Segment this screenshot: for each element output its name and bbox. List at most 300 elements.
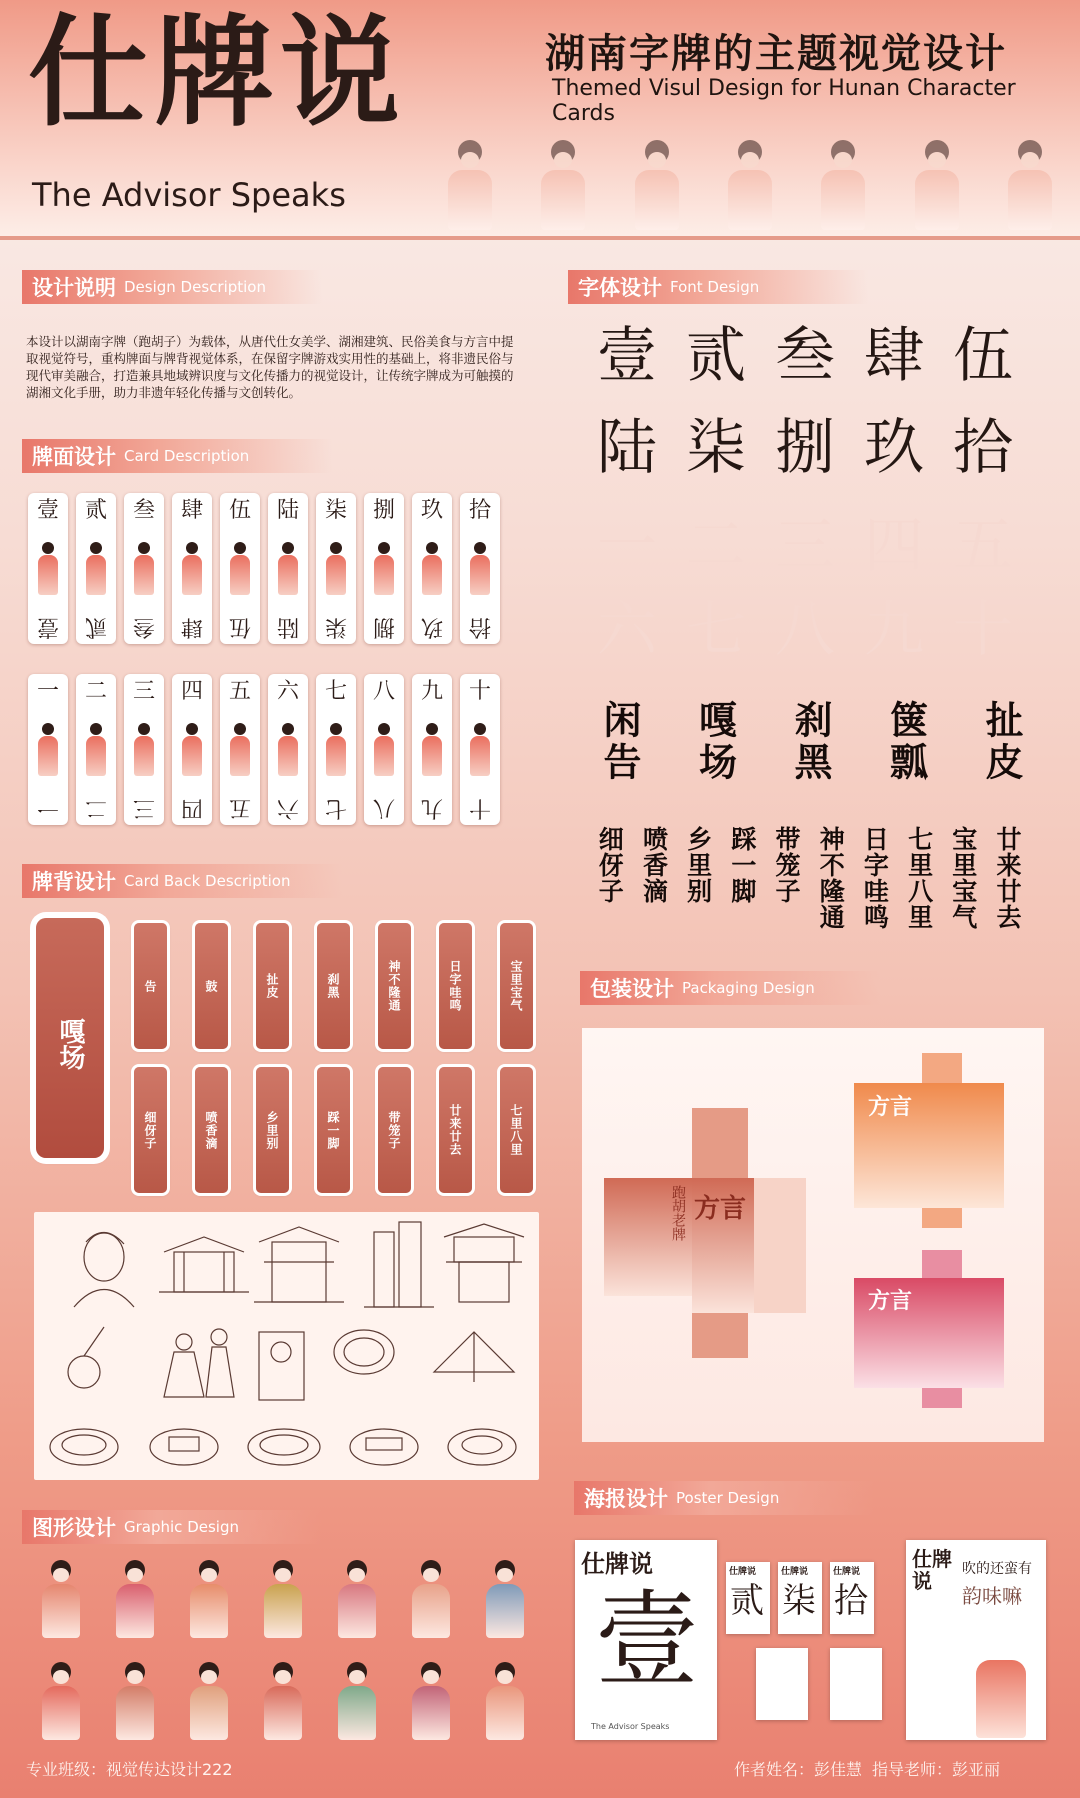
maiden-figure (324, 723, 348, 777)
card-glyph-bottom: 陆 (276, 614, 299, 639)
figure-face (201, 1568, 217, 1582)
card-glyph-bottom: 玖 (420, 614, 443, 639)
figure-face (349, 1568, 365, 1582)
maiden-figure (468, 723, 492, 777)
maiden-figure (132, 723, 156, 777)
character-card (28, 674, 68, 825)
font-glyph: 七 (686, 595, 746, 665)
figure-head (282, 723, 294, 735)
dialect-word-row-2 (596, 826, 1020, 930)
header-divider (0, 236, 1080, 240)
line-art-illustrations (34, 1212, 539, 1480)
figure-robe (412, 1584, 450, 1638)
figure-face (201, 1670, 217, 1684)
card-glyph-top: 一 (36, 679, 59, 704)
figure-head (234, 723, 246, 735)
card-glyph-bottom: 柒 (324, 614, 347, 639)
card-back (317, 923, 350, 1049)
box-title-large: 方言 (694, 1194, 747, 1224)
maiden-figure (36, 723, 60, 777)
character-card (28, 493, 68, 644)
poster-right-logo: 仕牌说 (912, 1547, 952, 1593)
figure-head (90, 723, 102, 735)
poster-small-row (726, 1562, 874, 1634)
character-card (172, 493, 212, 644)
card-glyph-top: 柒 (324, 498, 347, 523)
graphic-figure-row-1 (36, 1558, 530, 1640)
poster-right-line1: 吹的还蛮有 (962, 1561, 1032, 1577)
poster-small (778, 1562, 822, 1634)
character-card (364, 493, 404, 644)
figure-robe (182, 736, 202, 776)
maiden-figure (132, 542, 156, 596)
figure-head (378, 723, 390, 735)
font-row-formal-2 (585, 413, 1025, 483)
maiden-figure (324, 542, 348, 596)
card-glyph-top: 贰 (84, 498, 107, 523)
door-god-sketch (259, 1332, 304, 1400)
card-glyph-bottom: 三 (132, 795, 155, 820)
figure-head (330, 542, 342, 554)
bowl-sketch (334, 1330, 394, 1374)
card-glyph-bottom: 五 (228, 795, 251, 820)
poster-small-logo: 仕牌说 (729, 1567, 757, 1577)
section-title-en: Card Description (124, 447, 250, 465)
figure-robe (374, 555, 394, 595)
card-back (378, 923, 411, 1049)
card-back-text: 廿来廿去 (448, 1104, 462, 1156)
maiden-figure (84, 542, 108, 596)
card-glyph-top: 四 (180, 679, 203, 704)
figure-robe (486, 1584, 524, 1638)
poster-right (906, 1540, 1046, 1740)
card-row-upper (28, 493, 500, 644)
poster-large (575, 1540, 717, 1740)
dialect-word: 踩一脚 (727, 826, 757, 904)
dialect-word: 扯皮 (979, 700, 1023, 784)
figure-robe (116, 1584, 154, 1638)
figure-robe (42, 1584, 80, 1638)
card-back-text: 踩一脚 (326, 1110, 340, 1150)
figure-robe (486, 1686, 524, 1740)
character-card (220, 674, 260, 825)
footer-teacher: 指导老师：彭亚丽 (872, 1760, 1001, 1779)
figure-face (275, 1568, 291, 1582)
figure-head (138, 542, 150, 554)
skyscraper-sketch (364, 1222, 434, 1307)
maiden-figure (720, 132, 780, 232)
figure-face (53, 1568, 69, 1582)
card-back (500, 923, 533, 1049)
maiden-figure (36, 542, 60, 596)
dialect-word: 神不隆通 (816, 826, 846, 930)
character-card (460, 674, 500, 825)
font-glyph: 肆 (864, 321, 924, 391)
line-art-panel (34, 1212, 539, 1480)
section-title-en: Graphic Design (124, 1518, 239, 1536)
card-glyph-bottom: 四 (180, 795, 203, 820)
figure-robe (470, 555, 490, 595)
tower-sketch (254, 1227, 344, 1302)
figure-head (426, 723, 438, 735)
card-glyph-top: 陆 (276, 498, 299, 523)
maiden-figure (36, 1558, 86, 1640)
description-paragraph: 本设计以湖南字牌（跑胡子）为载体，从唐代仕女美学、湖湘建筑、民俗美食与方言中提取视觉符号，重构牌面与牌背视觉体系，在保留字牌游戏实用性的基础上，将非遗民俗与现代审美融合，打造兼具地域辨识度与文化传播力的视觉设计，让传统字牌成为可触摸的湖湘文化手册，助力非遗年轻化传播与文创转化。 (26, 334, 514, 400)
card-glyph-bottom: 十 (468, 795, 491, 820)
dialect-word: 日字哇鸣 (860, 826, 890, 930)
card-back-text: 告 (143, 979, 157, 993)
section-title: 字体设计 (578, 276, 662, 300)
maiden-figure (228, 723, 252, 777)
box-title-orange: 方言 (868, 1095, 913, 1120)
maiden-figure (372, 542, 396, 596)
maiden-figure (184, 1558, 234, 1640)
card-glyph-top: 肆 (180, 498, 203, 523)
maiden-figure (406, 1660, 456, 1742)
font-glyph: 陆 (597, 413, 657, 483)
logo-subtitle: The Advisor Speaks (32, 176, 346, 214)
maiden-figure (258, 1660, 308, 1742)
dialect-word: 七里八里 (904, 826, 934, 930)
card-back (256, 923, 289, 1049)
maiden-figure (110, 1660, 160, 1742)
figure-head (426, 542, 438, 554)
dialect-word: 廿来廿去 (992, 826, 1022, 930)
poster-card-a (756, 1648, 808, 1720)
figure-head (42, 542, 54, 554)
figure-robe (134, 736, 154, 776)
figure-face (497, 1568, 513, 1582)
section-title-en: Packaging Design (682, 979, 815, 997)
card-glyph-bottom: 二 (84, 795, 107, 820)
maiden-figure (813, 132, 873, 232)
figure-robe (412, 1686, 450, 1740)
card-glyph-top: 玖 (420, 498, 443, 523)
font-glyph: 八 (775, 595, 835, 665)
card-glyph-top: 拾 (468, 498, 491, 523)
header-figures (440, 112, 1060, 232)
card-glyph-top: 叁 (132, 498, 155, 523)
maiden-figure (420, 723, 444, 777)
card-glyph-bottom: 捌 (372, 614, 395, 639)
character-card (316, 674, 356, 825)
maiden-figure (907, 132, 967, 232)
figure-face (127, 1568, 143, 1582)
box-unfolded-large (604, 1108, 806, 1358)
figure-robe (422, 736, 442, 776)
figure-face (423, 1568, 439, 1582)
font-glyph: 六 (597, 595, 657, 665)
card-back-row-2 (134, 1067, 533, 1193)
card-back-text: 细伢子 (143, 1110, 157, 1150)
card-back (378, 1067, 411, 1193)
card-glyph-top: 二 (84, 679, 107, 704)
figure-robe (326, 736, 346, 776)
card-glyph-top: 八 (372, 679, 395, 704)
figure-robe (230, 555, 250, 595)
dialect-word: 刹黑 (788, 700, 832, 784)
section-title: 图形设计 (32, 1516, 116, 1540)
maiden-figure (468, 542, 492, 596)
section-header-poster (574, 1481, 874, 1515)
character-card (76, 674, 116, 825)
font-glyph: 伍 (953, 321, 1013, 391)
card-row-lower (28, 674, 500, 825)
figure-robe (190, 1686, 228, 1740)
card-back-text: 扯皮 (265, 973, 279, 999)
section-title-en: Design Description (124, 278, 266, 296)
font-glyph: 柒 (686, 413, 746, 483)
maiden-figure (420, 542, 444, 596)
maiden-figure (180, 723, 204, 777)
maiden-figure (84, 723, 108, 777)
dialect-word: 箧瓢 (883, 700, 928, 784)
font-glyph: 四 (864, 511, 924, 581)
graphic-figure-row-2 (36, 1660, 530, 1742)
figure-robe (338, 1584, 376, 1638)
figure-head (282, 542, 294, 554)
card-glyph-top: 伍 (228, 498, 251, 523)
card-back-featured-text: 嘎场 (55, 1018, 85, 1070)
card-back (134, 923, 167, 1049)
section-title-en: Poster Design (676, 1489, 780, 1507)
box-title-pink: 方言 (868, 1289, 913, 1314)
maiden-figure (258, 1558, 308, 1640)
figure-face (53, 1670, 69, 1684)
card-back-text: 鼓 (204, 979, 218, 993)
section-title: 包装设计 (590, 977, 674, 1001)
poster-small-glyph: 贰 (730, 1581, 764, 1621)
character-card (412, 493, 452, 644)
font-glyph: 五 (953, 511, 1013, 581)
fan-sketch (434, 1332, 514, 1382)
logo-title: 仕牌说 (28, 4, 406, 143)
section-title-en: Font Design (670, 278, 760, 296)
font-glyph: 三 (775, 511, 835, 581)
font-glyph: 九 (864, 595, 924, 665)
maiden-figure (276, 542, 300, 596)
card-glyph-top: 六 (276, 679, 299, 704)
dancers-sketch (164, 1329, 234, 1397)
figure-head (186, 723, 198, 735)
temple-sketch (444, 1224, 524, 1302)
figure-head (42, 723, 54, 735)
card-back-text: 神不隆通 (387, 960, 401, 1012)
figure-robe (264, 1686, 302, 1740)
figure-face (127, 1670, 143, 1684)
card-back-text: 喷香滴 (204, 1110, 218, 1150)
maiden-figure (406, 1558, 456, 1640)
font-glyph: 贰 (686, 321, 746, 391)
box-subtitle-large: 跑胡老牌 (670, 1185, 686, 1241)
card-back (256, 1067, 289, 1193)
font-row-simple-2 (585, 595, 1025, 665)
figure-head (138, 723, 150, 735)
dialect-word-row-1 (597, 700, 1023, 784)
figure-robe (116, 1686, 154, 1740)
card-back (195, 923, 228, 1049)
box-orange (854, 1053, 1004, 1228)
character-card (76, 493, 116, 644)
instrument-sketch (68, 1327, 104, 1388)
maiden-figure (627, 132, 687, 232)
card-back-featured (36, 918, 104, 1158)
font-glyph: 十 (953, 595, 1013, 665)
dish-sketch (50, 1429, 118, 1465)
footer-class: 专业班级：视觉传达设计222 (26, 1760, 233, 1779)
figure-head (186, 542, 198, 554)
poster-logo: 仕牌说 (581, 1550, 653, 1578)
poster-en: The Advisor Speaks (591, 1722, 670, 1731)
figure-robe (134, 555, 154, 595)
dish-sketch (350, 1429, 418, 1465)
maiden-figure (110, 1558, 160, 1640)
card-back (134, 1067, 167, 1193)
font-row-formal-1 (585, 321, 1025, 391)
dialect-word: 嘎场 (692, 700, 737, 784)
maiden-figure (228, 542, 252, 596)
figure-robe (190, 1584, 228, 1638)
figure-face (497, 1670, 513, 1684)
figure-robe (278, 736, 298, 776)
footer-author: 作者姓名：彭佳慧 (734, 1760, 863, 1779)
maiden-figure (480, 1558, 530, 1640)
maiden-figure (276, 723, 300, 777)
figure-face (349, 1670, 365, 1684)
dialect-word: 喷香滴 (639, 826, 669, 904)
card-back-text: 七里八里 (509, 1104, 523, 1156)
dialect-word: 细伢子 (595, 826, 625, 904)
card-glyph-bottom: 伍 (228, 614, 251, 639)
card-glyph-top: 十 (468, 679, 491, 704)
packaging-panel (582, 1028, 1044, 1442)
font-glyph: 玖 (864, 413, 924, 483)
maiden-figure (480, 1660, 530, 1742)
card-glyph-bottom: 叁 (132, 614, 155, 639)
character-card (124, 493, 164, 644)
card-back (195, 1067, 228, 1193)
dialect-word: 乡里别 (683, 826, 713, 904)
poster-small-glyph: 拾 (834, 1581, 868, 1621)
poster-small-logo: 仕牌说 (833, 1567, 861, 1577)
dialect-word: 宝里宝气 (948, 826, 978, 930)
card-back-text: 刹黑 (326, 973, 340, 999)
figure-head (90, 542, 102, 554)
card-glyph-top: 三 (132, 679, 155, 704)
section-header-font (568, 270, 868, 304)
figure-robe (86, 555, 106, 595)
dish-sketch (448, 1429, 516, 1465)
page-title: 湖南字牌的主题视觉设计 (545, 31, 1007, 77)
character-card (316, 493, 356, 644)
section-header-packaging (580, 971, 880, 1005)
card-back-row-1 (134, 923, 533, 1049)
card-back-text: 宝里宝气 (509, 960, 523, 1012)
figure-robe (182, 555, 202, 595)
maiden-figure (36, 1660, 86, 1742)
character-card (268, 674, 308, 825)
poster-small-glyph: 柒 (782, 1581, 816, 1621)
box-pink (854, 1250, 1004, 1408)
card-glyph-bottom: 六 (276, 795, 299, 820)
card-back (439, 1067, 472, 1193)
character-card (412, 674, 452, 825)
maiden-figure (332, 1660, 382, 1742)
poster-small (726, 1562, 770, 1634)
character-card (172, 674, 212, 825)
character-card (124, 674, 164, 825)
maiden-figure (184, 1660, 234, 1742)
character-card (268, 493, 308, 644)
maiden-figure (976, 1660, 1026, 1738)
card-glyph-top: 壹 (36, 498, 59, 523)
font-glyph: 一 (597, 511, 657, 581)
figure-robe (374, 736, 394, 776)
font-glyph: 叁 (775, 321, 835, 391)
figure-head (474, 542, 486, 554)
maiden-figure (1000, 132, 1060, 232)
dialect-word: 带笼子 (772, 826, 801, 904)
figure-robe (86, 736, 106, 776)
card-back (439, 923, 472, 1049)
figure-face (275, 1670, 291, 1684)
figure-robe (42, 1686, 80, 1740)
figure-head (234, 542, 246, 554)
card-glyph-bottom: 壹 (36, 614, 59, 639)
card-glyph-bottom: 贰 (84, 614, 107, 639)
card-glyph-bottom: 一 (36, 795, 59, 820)
figure-head (474, 723, 486, 735)
packaging-dielines (582, 1028, 1044, 1442)
font-row-simple-1 (585, 511, 1025, 581)
maiden-figure (332, 1558, 382, 1640)
font-glyph: 二 (686, 511, 746, 581)
dish-sketch (248, 1429, 320, 1465)
figure-robe (470, 736, 490, 776)
card-glyph-top: 七 (324, 679, 347, 704)
font-glyph: 壹 (597, 321, 657, 391)
poster-small (830, 1562, 874, 1634)
card-back-text: 乡里别 (265, 1110, 279, 1150)
card-back (317, 1067, 350, 1193)
portrait-sketch (74, 1232, 134, 1307)
maiden-figure (533, 132, 593, 232)
card-glyph-bottom: 七 (324, 795, 347, 820)
character-card (364, 674, 404, 825)
figure-robe (338, 1686, 376, 1740)
maiden-figure (180, 542, 204, 596)
poster-small-logo: 仕牌说 (781, 1567, 809, 1577)
card-glyph-top: 捌 (372, 498, 395, 523)
poster-glyph: 壹 (595, 1579, 700, 1701)
card-glyph-bottom: 拾 (468, 614, 491, 639)
dish-sketch (150, 1429, 218, 1465)
character-card (460, 493, 500, 644)
card-back (500, 1067, 533, 1193)
section-header-design-description (22, 270, 322, 304)
pavilion-sketch (159, 1237, 249, 1292)
figure-robe (278, 555, 298, 595)
section-title: 设计说明 (32, 276, 116, 300)
figure-head (378, 542, 390, 554)
section-title: 牌面设计 (32, 445, 116, 469)
card-back-text: 日字哇鸣 (448, 960, 462, 1012)
figure-robe (38, 736, 58, 776)
page-title-en: Themed Visul Design for Hunan Character Cards (552, 76, 1016, 126)
dialect-word: 闲告 (597, 700, 641, 784)
figure-head (330, 723, 342, 735)
section-header-card-description (22, 439, 332, 473)
